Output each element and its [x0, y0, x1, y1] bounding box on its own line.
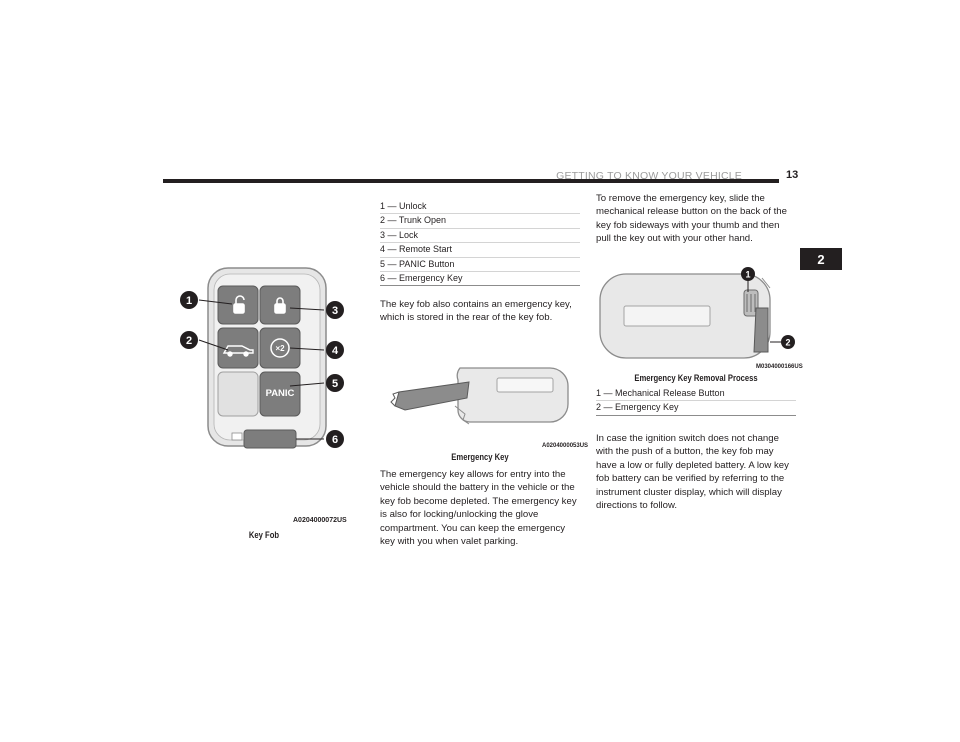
legend-item: 2 — Trunk Open — [380, 214, 580, 228]
legend-item: 1 — Unlock — [380, 200, 580, 214]
removal-illustration — [596, 264, 796, 364]
svg-text:2: 2 — [185, 335, 193, 347]
svg-text:5: 5 — [331, 378, 339, 390]
figure-code-key-fob: A0204000072US — [293, 517, 347, 524]
callout-2 — [180, 331, 198, 349]
chapter-tab[interactable]: 2 — [800, 248, 842, 270]
paragraph-battery: In case the ignition switch does not change with the push of a button, the key fob may have a low or fully depleted battery. A low key fob battery can be verified by referring to the instrument cluster display, which will display directions to follow. — [596, 433, 789, 512]
legend-removal — [596, 387, 796, 416]
running-header: GETTING TO KNOW YOUR VEHICLE — [556, 170, 742, 182]
legend-item: 3 — Lock — [380, 229, 580, 243]
svg-text:6: 6 — [331, 434, 339, 446]
removal-callout-1 — [741, 267, 755, 281]
svg-text:1: 1 — [745, 269, 751, 280]
paragraph-emergency-intro: The key fob also contains an emergency key, which is stored in the rear of the key fob. — [380, 299, 572, 324]
callout-4 — [326, 341, 344, 359]
svg-text:2: 2 — [785, 337, 791, 348]
figure-code-emergency-key: A0204000053US — [542, 443, 589, 449]
paragraph-emergency-use: The emergency key allows for entry into the vehicle should the battery in the vehicle or the key fob become depleted. The emergency key is also for locking/unlocking the glove compartment. You can keep the emergency key with you when valet parking. — [380, 469, 577, 548]
panic-label: PANIC — [265, 388, 295, 399]
svg-text:4: 4 — [331, 345, 339, 357]
remote-start-label: ×2 — [275, 344, 285, 353]
legend-item: 4 — Remote Start — [380, 243, 580, 257]
caption-removal: Emergency Key Removal Process — [634, 373, 758, 383]
removal-callout-2 — [781, 335, 795, 349]
paragraph-remove-key: To remove the emergency key, slide the mechanical release button on the back of the key fob sideways with your thumb and then pull the key out with your other hand. — [596, 193, 787, 245]
callout-3 — [326, 301, 344, 319]
emergency-key-illustration — [385, 358, 575, 430]
legend-key-fob — [380, 200, 580, 286]
caption-emergency-key: Emergency Key — [451, 452, 509, 462]
legend-item: 1 — Mechanical Release Button — [596, 387, 796, 401]
callout-5 — [326, 374, 344, 392]
key-fob-illustration — [172, 262, 362, 452]
caption-key-fob: Key Fob — [248, 530, 280, 540]
page-number: 13 — [786, 169, 799, 181]
callout-1 — [180, 291, 198, 309]
callout-6 — [326, 430, 344, 448]
legend-item: 5 — PANIC Button — [380, 258, 580, 272]
legend-item: 6 — Emergency Key — [380, 272, 580, 286]
legend-item: 2 — Emergency Key — [596, 401, 796, 415]
svg-text:3: 3 — [331, 305, 339, 317]
svg-text:1: 1 — [185, 295, 193, 307]
figure-code-removal: M0304000166US — [756, 364, 803, 370]
